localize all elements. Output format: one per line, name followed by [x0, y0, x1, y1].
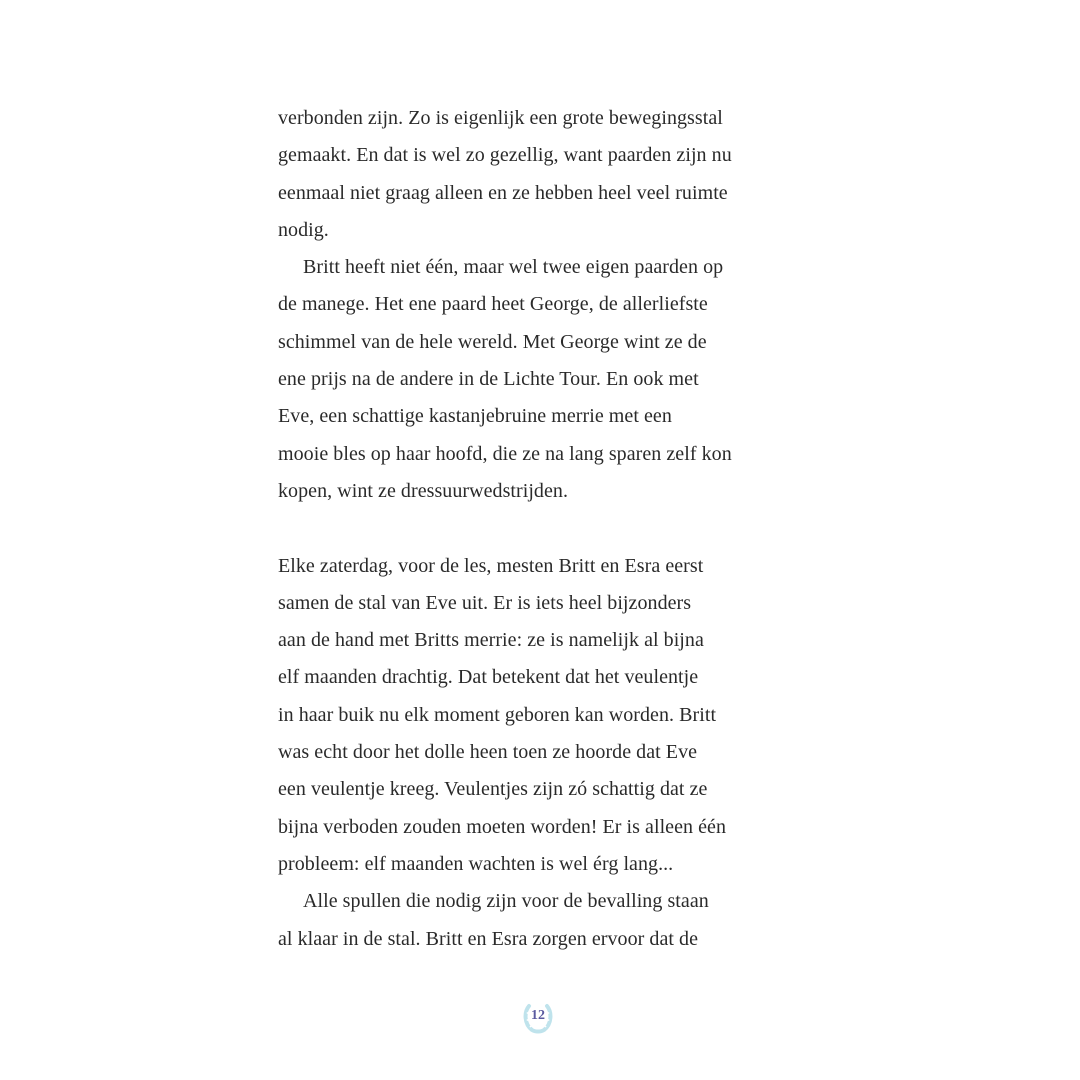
text-line: de manege. Het ene paard heet George, de allerliefste [278, 293, 708, 316]
text-line: nodig. [278, 218, 329, 241]
text-line: probleem: elf maanden wachten is wel érg lang... [278, 852, 674, 875]
text-line: Alle spullen die nodig zijn voor de bevalling staan [303, 890, 709, 913]
text-line: ene prijs na de andere in de Lichte Tour. En ook met [278, 368, 699, 391]
page-number-label: 12 [531, 1008, 545, 1023]
text-line: mooie bles op haar hoofd, die ze na lang sparen zelf kon [278, 442, 732, 465]
text-line: was echt door het dolle heen toen ze hoorde dat Eve [278, 741, 698, 764]
text-line: Britt heeft niet één, maar wel twee eigen paarden op [303, 256, 724, 279]
text-line: schimmel van de hele wereld. Met George wint ze de [278, 330, 707, 353]
text-line: kopen, wint ze dressuurwedstrijden. [278, 479, 569, 502]
text-line: bijna verboden zouden moeten worden! Er is alleen één [278, 815, 727, 838]
text-line: Eve, een schattige kastanjebruine merrie met een [278, 405, 672, 428]
body-text [278, 100, 818, 958]
text-line: verbonden zijn. Zo is eigenlijk een grote bewegingsstal [278, 107, 723, 129]
text-line: gemaakt. En dat is wel zo gezellig, want paarden zijn nu [278, 144, 732, 167]
text-line: in haar buik nu elk moment geboren kan worden. Britt [278, 703, 717, 726]
text-line: al klaar in de stal. Britt en Esra zorgen ervoor dat de [278, 927, 699, 950]
text-line: eenmaal niet graag alleen en ze hebben heel veel ruimte [278, 181, 728, 204]
page-number [520, 1000, 556, 1036]
text-line: elf maanden drachtig. Dat betekent dat het veulentje [278, 666, 699, 689]
paragraph-break [278, 510, 818, 547]
text-line: een veulentje kreeg. Veulentjes zijn zó schattig dat ze [278, 778, 708, 801]
text-line: aan de hand met Britts merrie: ze is namelijk al bijna [278, 629, 704, 652]
text-line: Elke zaterdag, voor de les, mesten Britt en Esra eerst [278, 554, 704, 577]
text-line: samen de stal van Eve uit. Er is iets heel bijzonders [278, 591, 692, 614]
